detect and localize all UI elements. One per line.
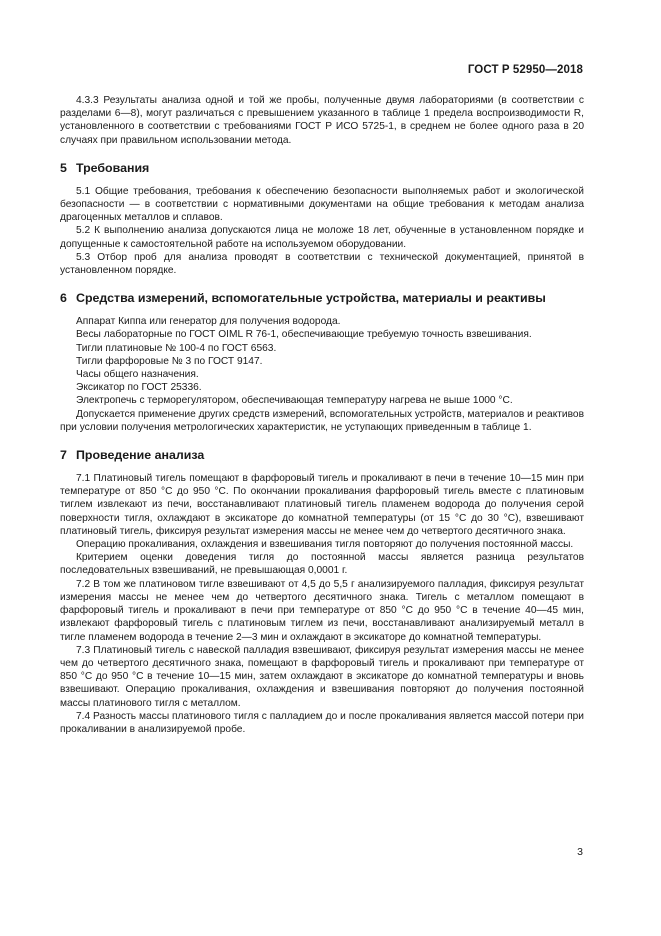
paragraph-5-1: 5.1 Общие требования, требования к обеспечению безопасности выполняемых работ и экологической безопасности — в соответствии с нормативными документами на общие требования к методам анализа драгоценных металлов и сплавов. (60, 185, 584, 224)
paragraph-6-note: Допускается применение других средств измерений, вспомогательных устройств, материалов и реактивов при условии получения метрологических характеристик, не уступающих приведенным в таблице 1. (60, 408, 584, 433)
paragraph-5-2: 5.2 К выполнению анализа допускаются лица не моложе 18 лет, обученные в установленном порядке и допущенные к самостоятельной работе на используемом оборудовании. (60, 225, 584, 250)
paragraph-7-4: 7.4 Разность массы платинового тигля с палладием до и после прокаливания является массой потери при прокаливании в анализируемой пробе. (60, 710, 584, 735)
document-code: ГОСТ Р 52950—2018 (467, 64, 583, 76)
page-content (60, 94, 584, 736)
section-7-title: Проведение анализа (76, 448, 205, 463)
section-5-heading (60, 161, 584, 176)
equipment-item: Аппарат Киппа или генератор для получения водорода. (76, 316, 341, 328)
equipment-item: Тигли фарфоровые № 3 по ГОСТ 9147. (76, 355, 263, 367)
equipment-item: Тигли платиновые № 100-4 по ГОСТ 6563. (76, 342, 277, 354)
section-5-number: 5 (60, 160, 67, 175)
section-6-heading (60, 291, 584, 306)
section-6-title: Средства измерений, вспомогательные устройства, материалы и реактивы (76, 291, 546, 306)
equipment-item: Весы лабораторные по ГОСТ OIML R 76-1, обеспечивающие требуемую точность взвешивания. (76, 329, 532, 341)
section-6-number: 6 (60, 291, 67, 306)
paragraph-7-3: 7.3 Платиновый тигель с навеской палладия взвешивают, фиксируя результат измерения массы не менее чем до четвертого десятичного знака, помещают в фарфоровый тигель и прокаливают при температуре от 850 °С до 950 °С в течение 10—15 мин, затем охлаждают в эксикаторе до комнатной температуры и вновь взвешивают. Операцию прокаливания, охлаждения и взвешивания повторяют до получения постоянной массы платинового тигля с металлом. (60, 644, 584, 709)
equipment-item: Электропечь с терморегулятором, обеспечивающая температуру нагрева не выше 1000 °С. (76, 395, 513, 407)
paragraph-7-2: 7.2 В том же платиновом тигле взвешивают от 4,5 до 5,5 г анализируемого палладия, фиксируя результат измерения массы не менее чем до четвертого десятичного знака. Тигель с металлом помещают в фарфоровый тигель и прокаливают в печи при температуре от 850 °С до 950 °С в течение 40—45 мин, извлекают фарфоровый тигель с платиновым тиглем из печи, восстанавливают анализируемый металл в тигле пламенем водорода в течение 2—3 мин и охлаждают в эксикаторе до комнатной температуры. (60, 578, 584, 643)
paragraph-7-1: 7.1 Платиновый тигель помещают в фарфоровый тигель и прокаливают в печи в течение 10—15 мин при температуре от 850 °С до 950 °С. По окончании прокаливания фарфоровый тигель вместе с платиновым тиглем извлекают из печи, восстанавливают платиновый тигель пламенем водорода до получения серой поверхности тигля, охлаждают в эксикаторе до комнатной температуры (от 15 °С до 30 °С), взвешивают платиновый тигель, фиксируя результат измерения массы не менее чем до четвертого десятичного знака. (60, 473, 584, 537)
paragraph-7-1-repeat: Операцию прокаливания, охлаждения и взвешивания тигля повторяют до получения постоянной массы. (76, 539, 574, 551)
section-7-number: 7 (60, 448, 67, 463)
equipment-item: Часы общего назначения. (76, 369, 199, 381)
page-number: 3 (577, 846, 583, 858)
section-5-title: Требования (76, 160, 150, 175)
section-7-heading (60, 448, 584, 463)
equipment-item: Эксикатор по ГОСТ 25336. (76, 382, 202, 394)
paragraph-7-1-criterion: Критерием оценки доведения тигля до постоянной массы является разница результатов последовательных взвешиваний, не превышающая 0,0001 г. (60, 552, 584, 577)
paragraph-5-3: 5.3 Отбор проб для анализа проводят в соответствии с технической документацией, принятой в установленном порядке. (60, 251, 584, 277)
paragraph-4-3-3: 4.3.3 Результаты анализа одной и той же пробы, полученные двумя лабораториями (в соответствии с разделами 6—8), могут различаться с превышением указанного в таблице 1 предела воспроизводимости R, установленного в соответствии с требованиями ГОСТ Р ИСО 5725-1, в среднем не более одного раза в 20 случаях при правильном использовании метода. (60, 95, 584, 146)
